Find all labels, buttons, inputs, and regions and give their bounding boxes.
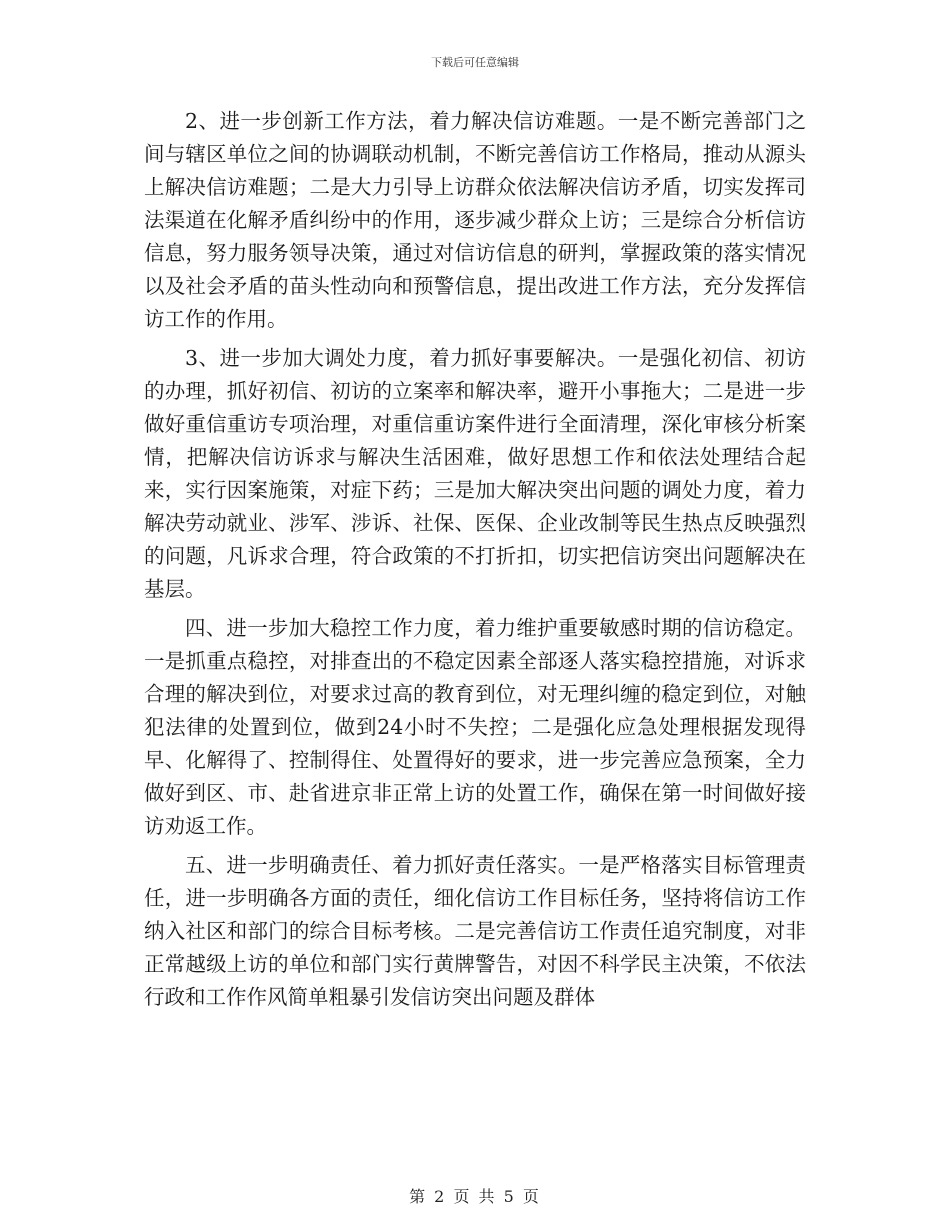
document-body: [144, 105, 806, 1014]
paragraph-2: 2、进一步创新工作方法，着力解决信访难题。一是不断完善部门之间与辖区单位之间的协调联动机制，不断完善信访工作格局，推动从源头上解决信访难题；二是大力引导上访群众依法解决信访矛盾，切实发挥司法渠道在化解矛盾纠纷中的作用，逐步减少群众上访；三是综合分析信访信息，努力服务领导决策，通过对信访信息的研判，掌握政策的落实情况以及社会矛盾的苗头性动向和预警信息，提出改进工作方法，充分发挥信访工作的作用。: [144, 109, 806, 331]
paragraph-four: 四、进一步加大稳控工作力度，着力维护重要敏感时期的信访稳定。一是抓重点稳控，对排查出的不稳定因素全部逐人落实稳控措施，对诉求合理的解决到位，对要求过高的教育到位，对无理纠缠的稳定到位，对触犯法律的处置到位，做到24小时不失控；二是强化应急处理根据发现得早、化解得了、控制得住、处置得好的要求，进一步完善应急预案，全力做好到区、市、赴省进京非正常上访的处置工作，确保在第一时间做好接访劝返工作。: [144, 616, 806, 838]
paragraph-five: 五、进一步明确责任、着力抓好责任落实。一是严格落实目标管理责任，进一步明确各方面的责任，细化信访工作目标任务，坚持将信访工作纳入社区和部门的综合目标考核。二是完善信访工作责任追究制度，对非正常越级上访的单位和部门实行黄牌警告，对因不科学民主决策，不依法行政和工作作风简单粗暴引发信访突出问题及群体: [144, 853, 806, 1009]
page-number: 第 2 页 共 5 页: [409, 1187, 541, 1206]
paragraph-3: 3、进一步加大调处力度，着力抓好事要解决。一是强化初信、初访的办理，抓好初信、初访的立案率和解决率，避开小事拖大；二是进一步做好重信重访专项治理，对重信重访案件进行全面清理，深化审核分析案情，把解决信访诉求与解决生活困难，做好思想工作和依法处理结合起来，实行因案施策，对症下药；三是加大解决突出问题的调处力度，着力解决劳动就业、涉军、涉诉、社保、医保、企业改制等民生热点反映强烈的问题，凡诉求合理，符合政策的不打折扣，切实把信访突出问题解决在基层。: [144, 346, 806, 601]
header-note: 下载后可任意编辑: [431, 56, 519, 69]
